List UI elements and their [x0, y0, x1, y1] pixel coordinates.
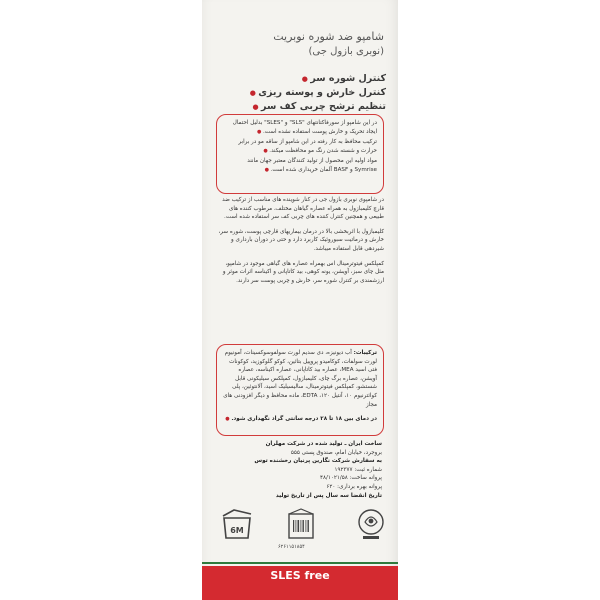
manufacturer-line: پروانه ساخت: ۴۸/۱۰۲۱/۵۸: [319, 475, 382, 482]
manufacturer-line: ساخت ایران ـ تولید شده در شرکت مهلران: [265, 441, 382, 447]
features-box: [216, 114, 384, 194]
shampoo-box-side-panel: [202, 0, 398, 600]
manufacturer-line: شماره ثبت: ۱۹۲۳۷۷: [334, 466, 382, 473]
manufacturer-line: پروانه بهره برداری: ۶۲۰: [326, 483, 382, 490]
benefit-item: کنترل خارش و پوسته ریزی ●: [250, 86, 386, 100]
ingredients-box: [216, 344, 384, 436]
manufacturer-line: تاریخ انقضا سه سال پس از تاریخ تولید: [275, 492, 382, 499]
ingredients-text: آب دیونیزه، دی سدیم لورت سولفوسوکسینات، آمونیوم لورت سولفات، کوکامیدو پروپیل بتائین، کوکو گلوکوزید، کوکونات فتی اسید MEA، عصاره بید کاتاپانی، عصاره اکیناسه، عصاره آویشن، عصاره برگ چای، کلیمبازول، کمپلکس سیلیکونی قابل شستشو، کمپلکس فیتوترمینال، سالیسیلیک اسید، آلانتوئین، پلی کوائترنیوم ۱۰، آنتیل ۱۲۰، EDTA، ماده محافظ و دیگر افزودنی های مجاز: [223, 350, 377, 408]
feature-item: مواد اولیه این محصول از تولید کنندگان معتبر جهان مانند Symrise و BASF آلمان خریداری شده است. ●: [223, 157, 377, 174]
symbol-row: [216, 508, 384, 558]
barcode-number: ۶۲۶۱۱۵۱۸۵۴: [278, 544, 305, 550]
open-jar-icon: [220, 508, 254, 542]
manufacturer-line: بروجرد، خیابان امام، صندوق پستی ۵۵۵: [290, 449, 382, 456]
sles-free-band: SLES free: [202, 566, 398, 600]
ingredients: [223, 349, 377, 409]
ingredients-label: ترکیبات:: [353, 350, 377, 356]
product-subtitle: (نوبری بازول جی): [308, 46, 384, 57]
open-jar-label: 6M: [230, 526, 244, 535]
description-paragraph: کلیمبازول با اثربخشی بالا در درمان بیماریهای قارچی پوست، شوره سر، خارش و درماتیت سبوروئیک کاربرد دارد و حتی در دوران بارداری و شیردهی قابل استفاده میباشد.: [218, 228, 384, 252]
feature-item: در این شامپو از سورفاکتانتهای "SLS" و "SLES" بدلیل احتمال ایجاد تحریک و خارش پوست استفاده نشده است. ●: [223, 119, 377, 136]
description-paragraph: در شامپوی نوبری بازول جی در کنار شوینده های مناسب از ترکیب ضد قارچ کلیمبازول به همراه عصاره گیاهان مختلف، مرطوب کننده های طبیعی و همچنین کنترل کننده های چربی کف سر استفاده شده است.: [222, 197, 384, 221]
feature-item: ترکیب محافظ به کار رفته در این شامپو از ساقه مو در برابر حرارت و شسته شدن رنگ مو محافظت میکند. ●: [223, 138, 377, 155]
benefit-item: کنترل شوره سر ●: [250, 72, 386, 86]
description-paragraph: کمپلکس فیتوترمینال اس بهمراه عصاره های گیاهی موجود در شامپو، مثل چای سبز، آویشن، یونه کوهی، بید کاتاپانی و اکیناسه اثرات موثر و ارزشمندی بر کنترل شوره سر، خارش و چربی پوست سر دارند.: [222, 260, 384, 284]
manufacturer-line: به سفارش شرکت نگارین پرنیان رخشنده توس: [254, 458, 382, 465]
storage-note: در دمای بین ۱۸ تا ۲۸ درجه سانتی گراد نگهداری شود. ●: [223, 415, 377, 424]
barcode-box-icon: [286, 508, 316, 540]
description: [216, 196, 384, 291]
product-title: شامپو ضد شوره نوبریت: [273, 30, 384, 43]
green-stripe: [202, 562, 398, 564]
halal-seal-icon: [356, 508, 386, 542]
manufacturer-info: [218, 440, 382, 500]
benefits-list: [250, 72, 386, 114]
benefit-item: تنظیم ترشح چربی کف سر ●: [250, 100, 386, 114]
